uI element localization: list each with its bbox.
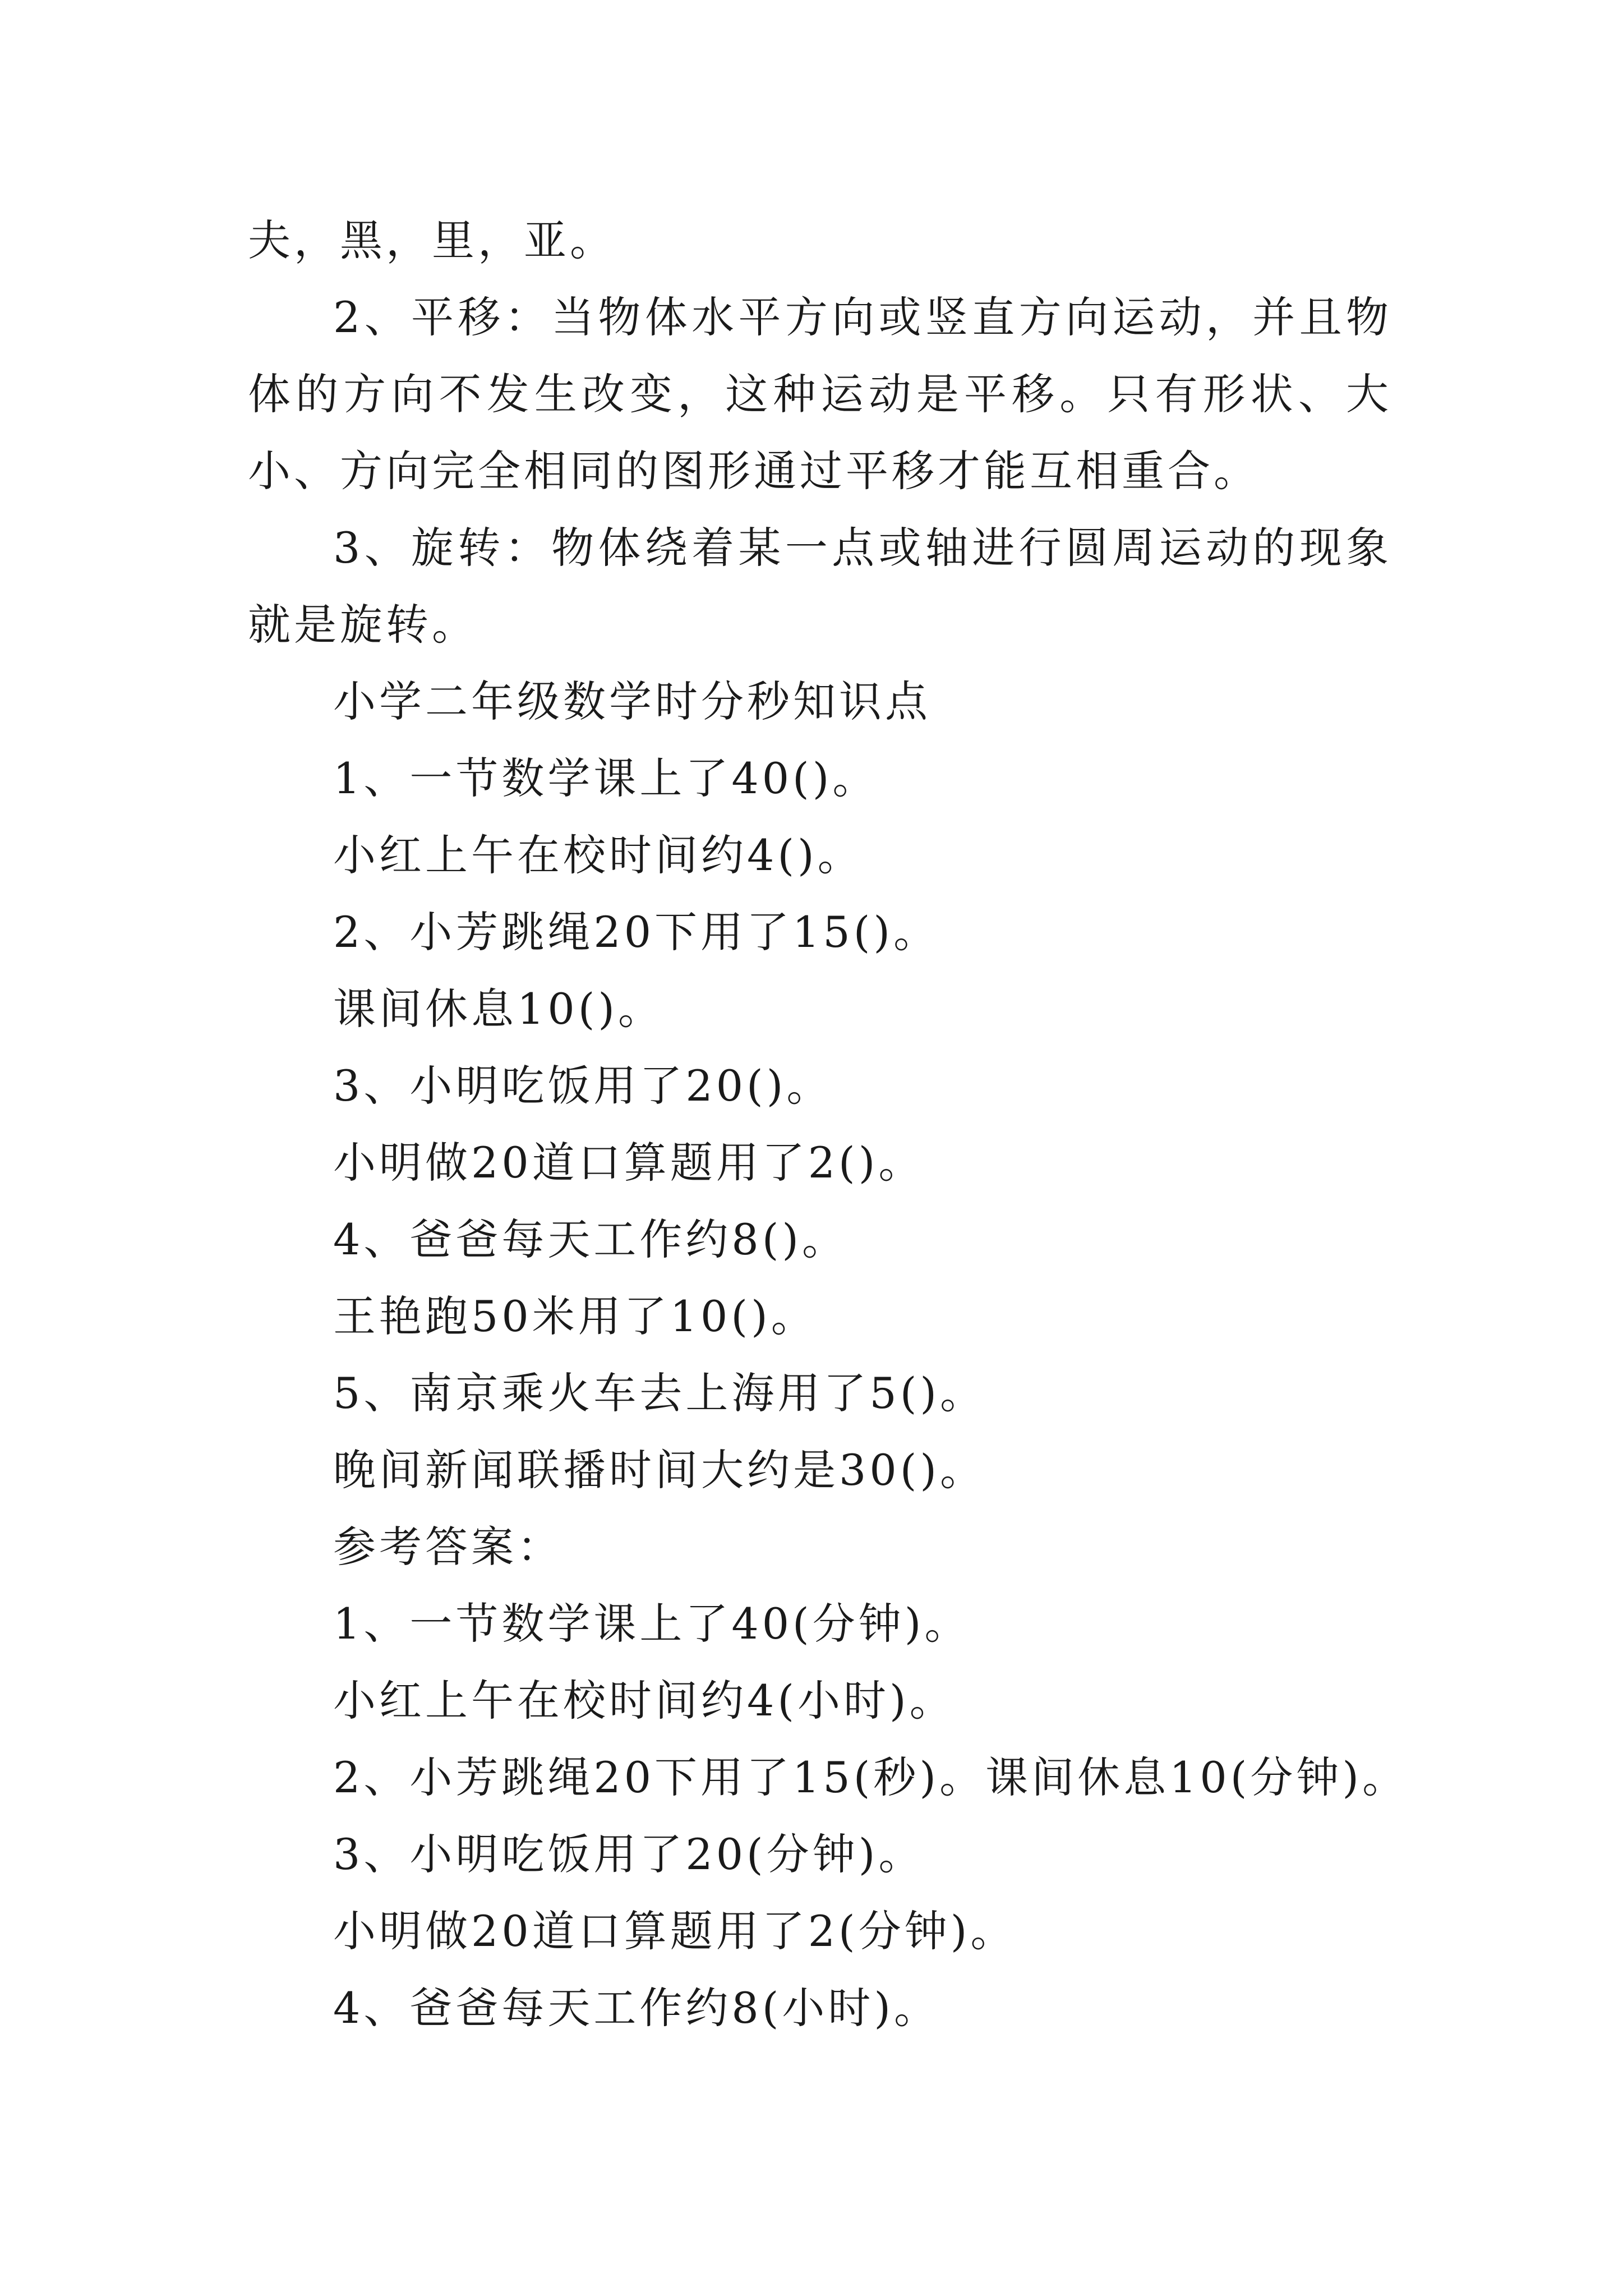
document-body [248, 202, 1409, 2046]
question-line: 晚间新闻联播时间大约是30()。 [333, 1445, 986, 1495]
paragraph-continuation: 夫，黑，里，亚。 [248, 215, 616, 265]
answer-line: 小红上午在校时间约4(小时)。 [333, 1676, 956, 1726]
question-line: 课间休息10()。 [333, 984, 665, 1034]
question-line: 小红上午在校时间约4()。 [333, 830, 864, 880]
question-line: 4、爸爸每天工作约8()。 [333, 1214, 849, 1264]
answer-line: 3、小明吃饭用了20(分钟)。 [333, 1829, 925, 1879]
question-line: 2、小芳跳绳20下用了15()。 [333, 907, 940, 957]
question-line: 5、南京乘火车去上海用了5()。 [333, 1368, 986, 1418]
question-line: 3、小明吃饭用了20()。 [333, 1061, 833, 1111]
question-line: 王艳跑50米用了10()。 [333, 1291, 817, 1341]
answer-line: 2、小芳跳绳20下用了15(秒)。课间休息10(分钟)。 [333, 1752, 1409, 1802]
question-line: 1、一节数学课上了40()。 [333, 753, 879, 803]
answer-line: 1、一节数学课上了40(分钟)。 [333, 1599, 971, 1649]
answer-line: 4、爸爸每天工作约8(小时)。 [333, 1983, 940, 2033]
paragraph-rotation: 3、旋转：物体绕着某一点或轴进行圆周运动的现象就是旋转。 [248, 523, 1392, 650]
answers-heading: 参考答案： [333, 1522, 563, 1572]
question-line: 小明做20道口算题用了2()。 [333, 1138, 925, 1188]
answer-line: 小明做20道口算题用了2(分钟)。 [333, 1906, 1017, 1956]
section-title: 小学二年级数学时分秒知识点 [333, 677, 931, 726]
paragraph-translation: 2、平移：当物体水平方向或竖直方向运动，并且物体的方向不发生改变，这种运动是平移。只有形状、大小、方向完全相同的图形通过平移才能互相重合。 [248, 292, 1392, 496]
